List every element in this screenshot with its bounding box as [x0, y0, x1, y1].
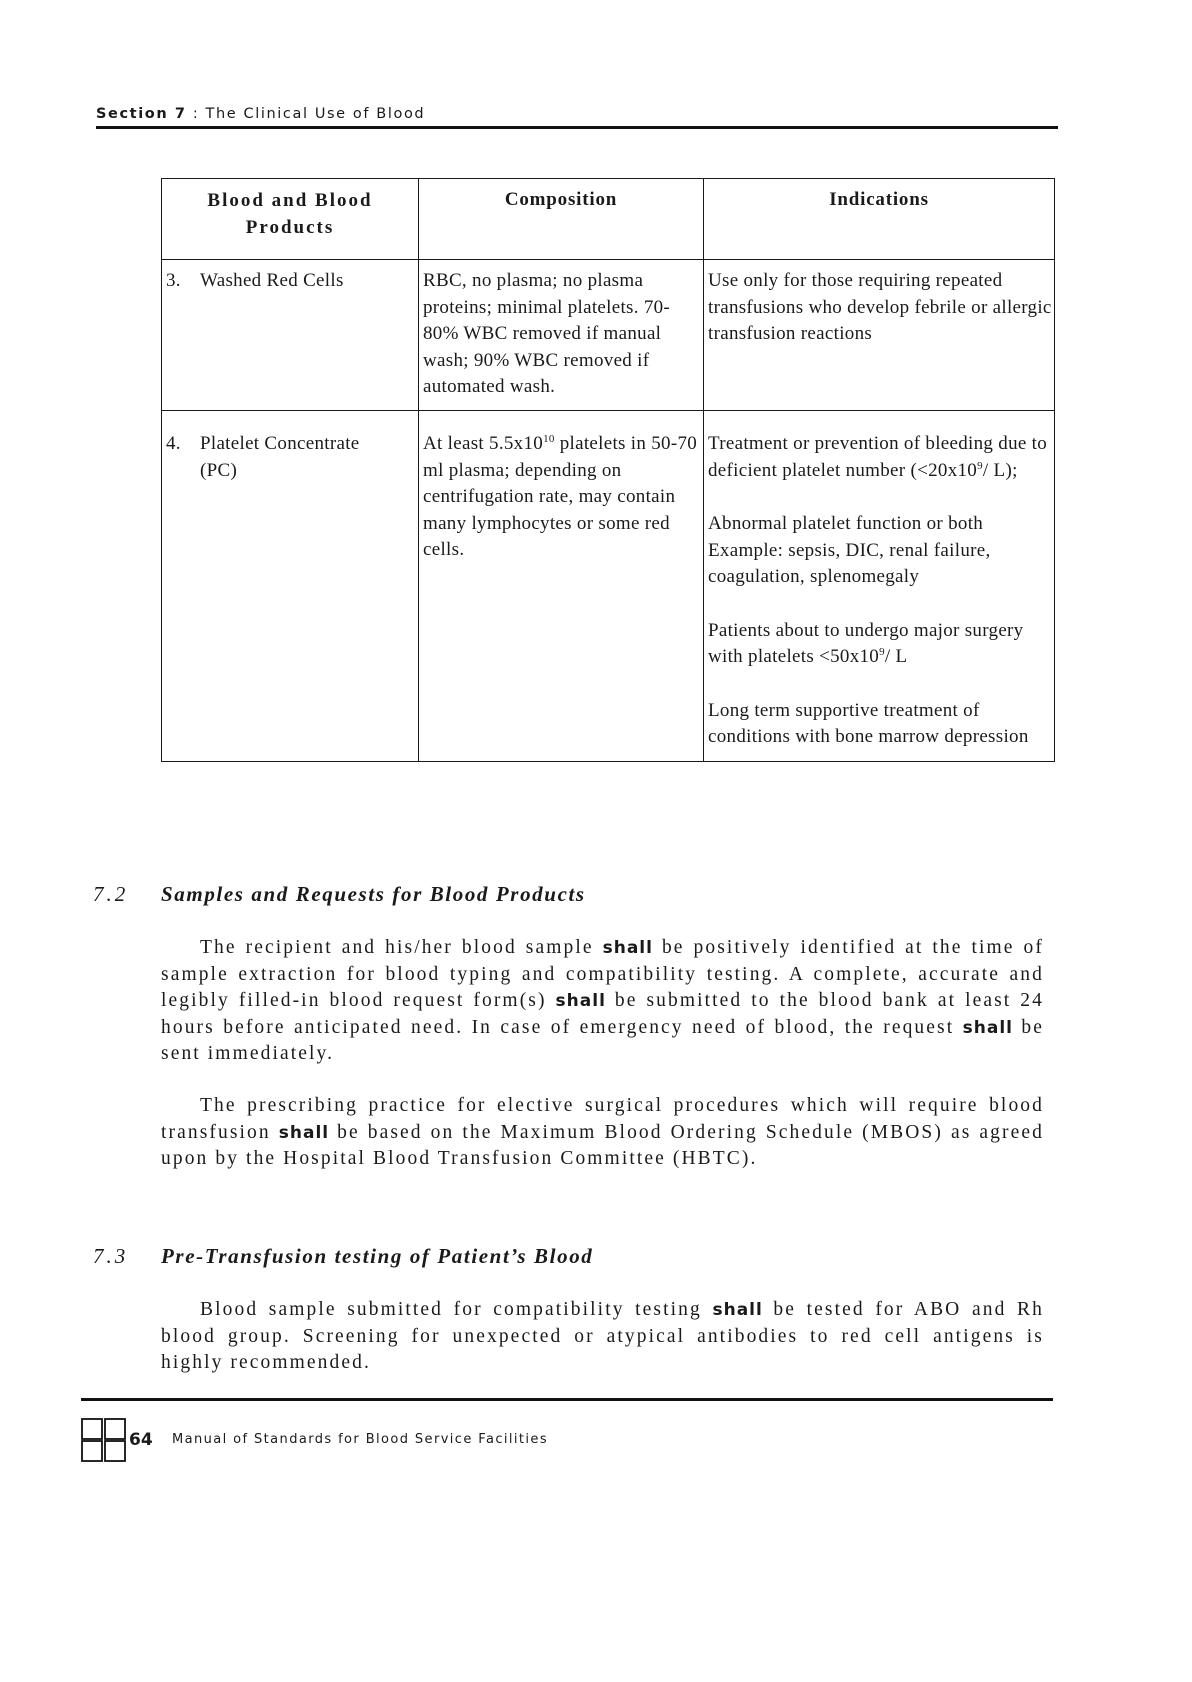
header-rule [96, 126, 1058, 129]
blood-products-table [161, 178, 1055, 762]
composition-cell: At least $5.5x10^{10}$ platelets in 50-70 ml plasma; depending on centrifugation rate, may contain many lymphocytes or some red cells. [419, 411, 704, 762]
column-header-composition: Composition [419, 179, 704, 260]
header-section-label: Section 7 [96, 106, 187, 122]
footer-rule [81, 1398, 1053, 1401]
indication-item: Patients about to undergo major surgery with platelets $<50x10^9/$ L [708, 619, 1024, 667]
indications-cell: Use only for those requiring repeated transfusions who develop febrile or allergic transfusion reactions [704, 260, 1055, 411]
header-separator: : [192, 106, 200, 122]
manual-logo-icon [81, 1418, 127, 1462]
header-section-title: The Clinical Use of Blood [205, 106, 426, 122]
indication-item: Treatment or prevention of bleeding due to deficient platelet number ($<20x10^9/$ L); [708, 433, 1048, 481]
product-cell: 4. Platelet Concentrate (PC) [162, 411, 419, 762]
paragraph-7-3-1: Blood sample submitted for compatibility testing shall be tested for ABO and Rh blood group. Screening for unexpected or atypical antibodies to red cell antigens is highly recommended. [161, 1299, 1044, 1373]
running-header [96, 106, 425, 122]
column-header-products: Blood and Blood Products [162, 179, 419, 260]
section-title: Samples and Requests for Blood Products [161, 882, 586, 906]
paragraph-7-2-2: The prescribing practice for elective surgical procedures which will require blood transfusion shall be based on the Maximum Blood Ordering Schedule (MBOS) as agreed upon by the Hospital Blood Transfusion Committee (HBTC). [161, 1095, 1044, 1169]
section-number: 7.3 [93, 1244, 129, 1268]
section-number: 7.2 [93, 882, 129, 906]
section-title: Pre-Transfusion testing of Patient’s Blood [161, 1244, 594, 1268]
indication-item: Long term supportive treatment of conditions with bone marrow depression [708, 699, 1029, 747]
indications-cell [704, 411, 1055, 762]
footer-title: Manual of Standards for Blood Service Facilities [172, 1432, 549, 1447]
column-header-indications: Indications [704, 179, 1055, 260]
paragraph-7-2-1: The recipient and his/her blood sample shall be positively identified at the time of sample extraction for blood typing and compatibility testing. A complete, accurate and legibly filled-in blood request form(s) shall be submitted to the blood bank at least 24 hours before anticipated need. In case of emergency need of blood, the request shall be sent immediately. [161, 937, 1044, 1064]
table-row [162, 411, 1055, 762]
table-row [162, 260, 1055, 411]
table-header-row [162, 179, 1055, 260]
page-number: 64 [129, 1430, 153, 1450]
product-cell: 3. Washed Red Cells [162, 260, 419, 411]
indication-item: Abnormal platelet function or both Example: sepsis, DIC, renal failure, coagulation, splenomegaly [708, 513, 991, 587]
composition-cell: RBC, no plasma; no plasma proteins; minimal platelets. 70-80% WBC removed if manual wash; 90% WBC removed if automated wash. [419, 260, 704, 411]
